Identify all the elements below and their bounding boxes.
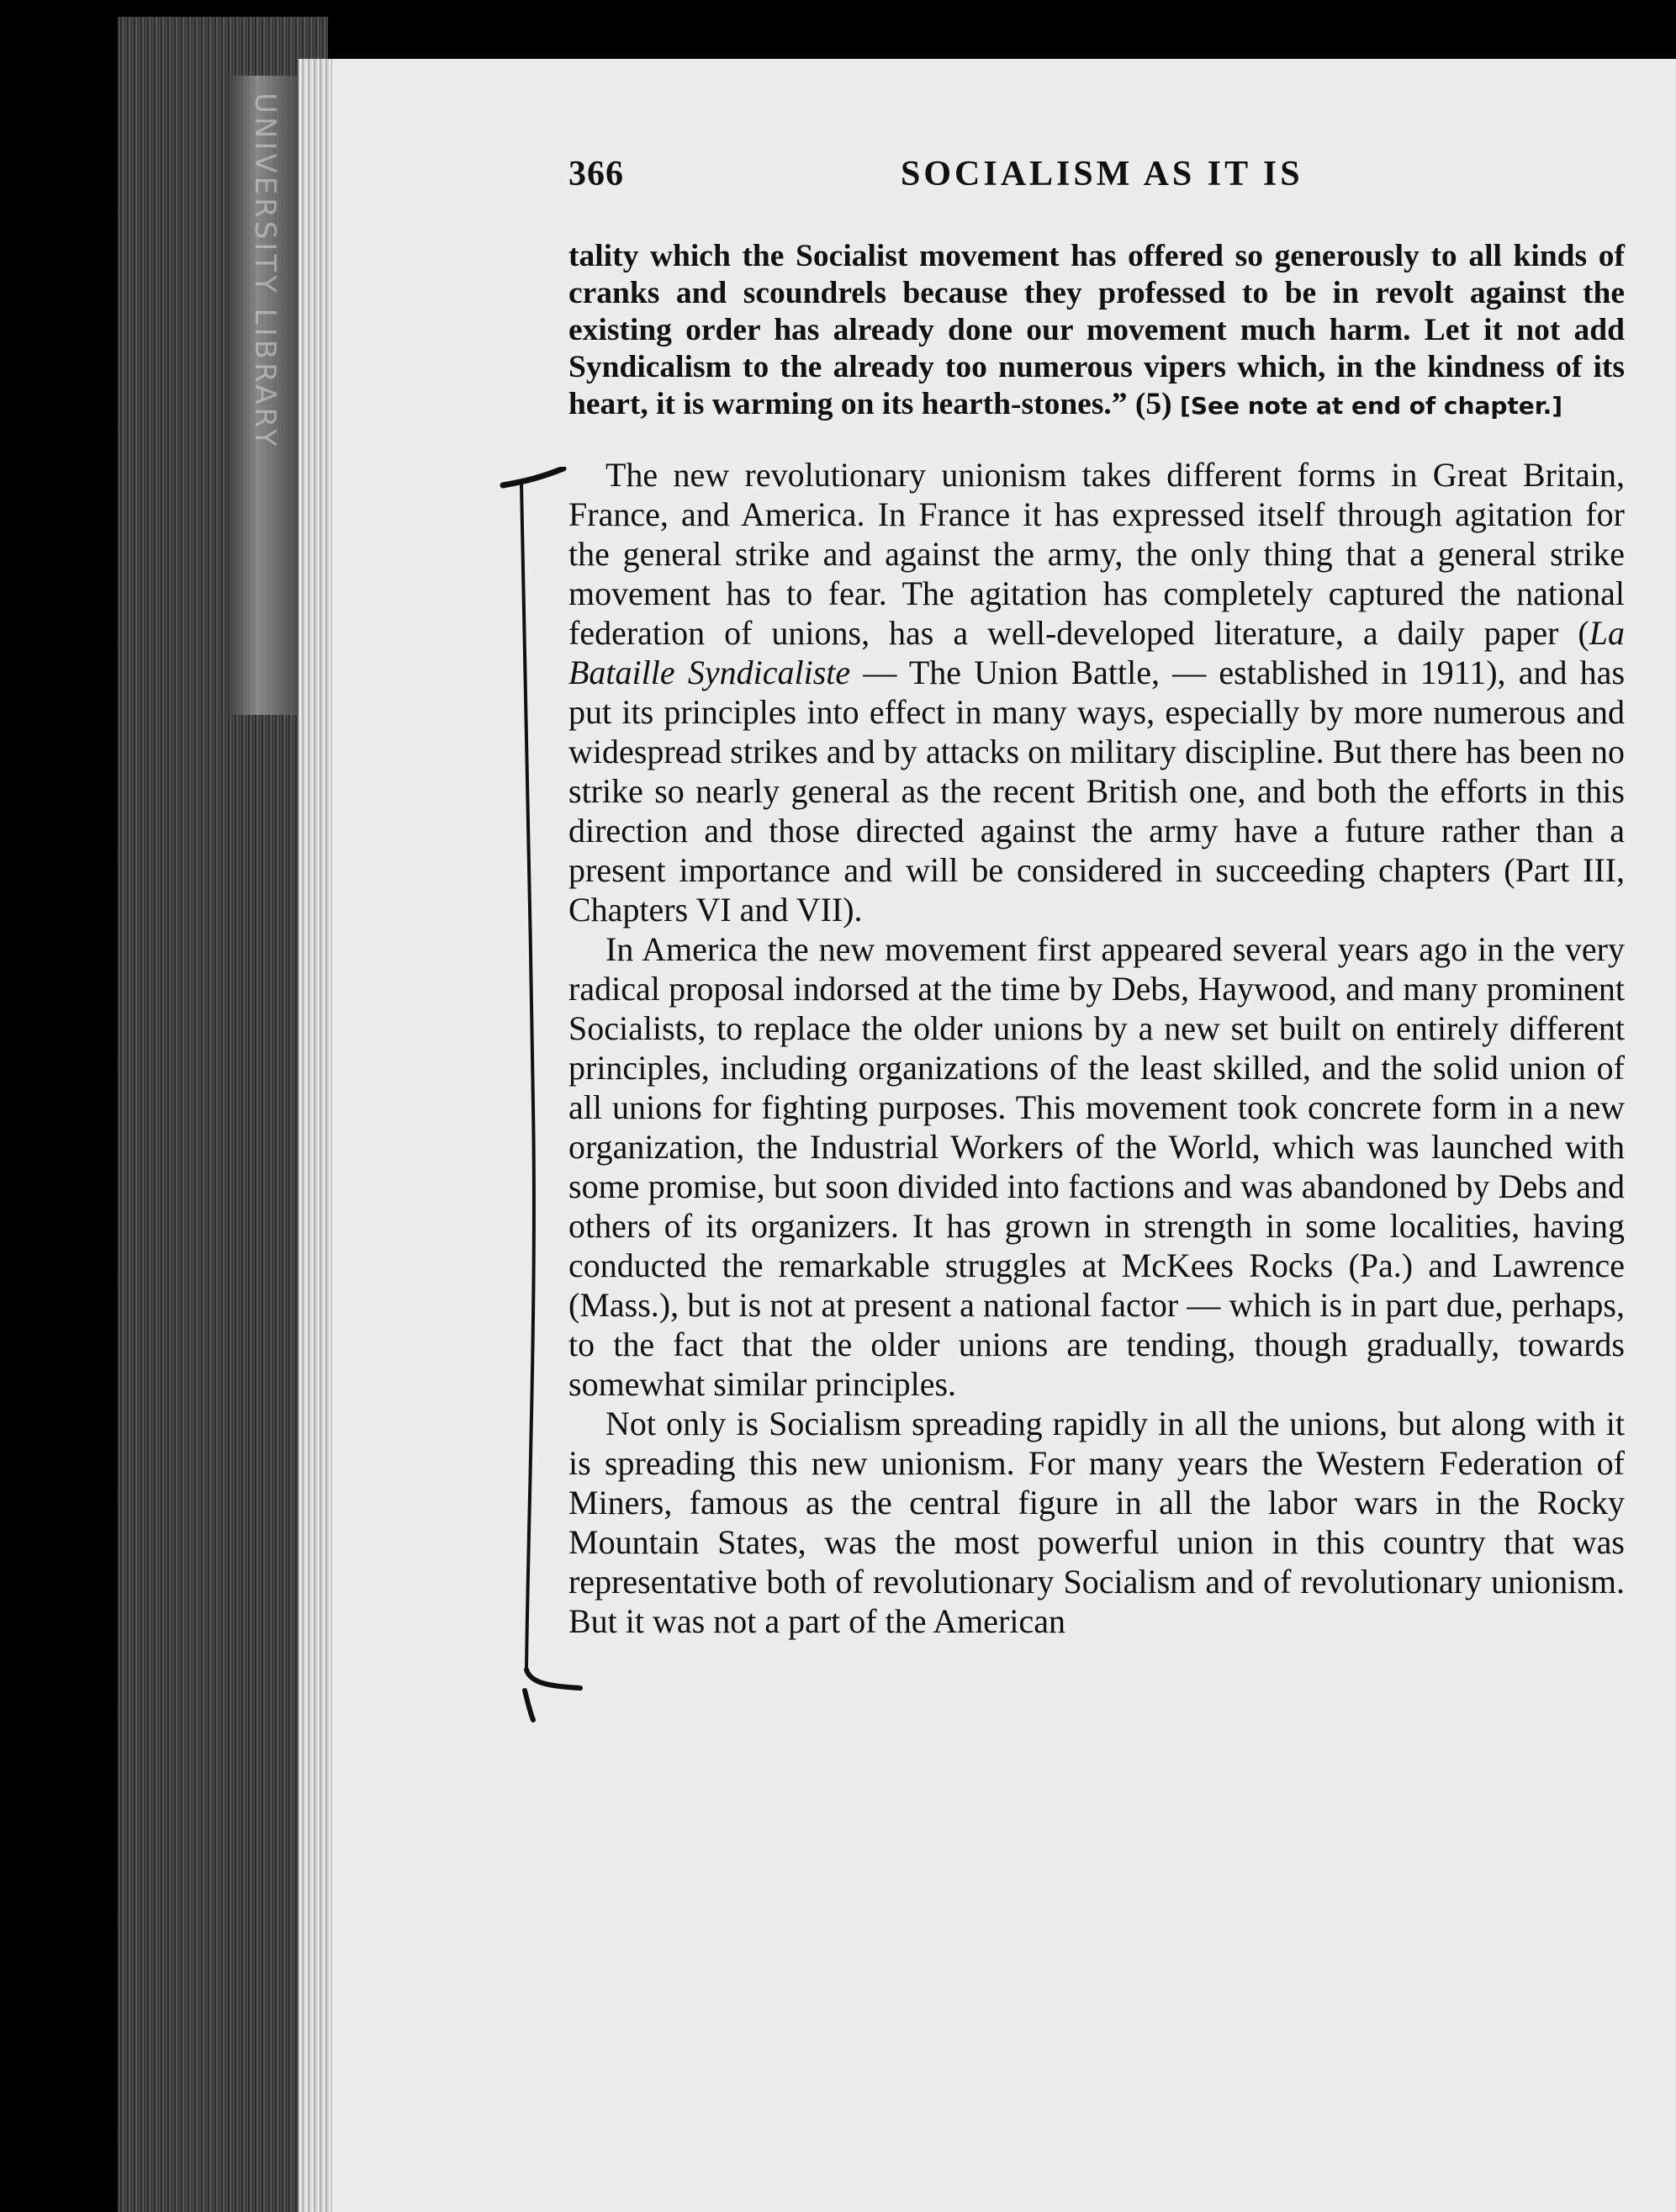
- paragraph-revolutionary-unionism: [568, 455, 1625, 929]
- body-text: [568, 238, 1625, 1641]
- paragraph-america-movement: In America the new movement first appeared several years ago in the very radical proposal indorsed at the time by Debs, Haywood, and many prominent Socialists, to replace the older unions by a new set built on entirely different principles, including organizations of the least skilled, and the solid union of all unions for fighting purposes. This movement took concrete form in a new organization, the Industrial Workers of the World, which was launched with some promise, but soon divided into factions and was abandoned by Debs and others of its organizers. It has grown in strength in some localities, having conducted the remarkable struggles at McKees Rocks (Pa.) and Lawrence (Mass.), but is not at present a national factor — which is in part due, perhaps, to the fact that the older unions are tending, though gradually, towards somewhat similar principles.: [568, 930, 1625, 1403]
- chapter-note-reference: [See note at end of chapter.]: [1180, 392, 1563, 420]
- paragraph-socialism-spreading: Not only is Socialism spreading rapidly in all the unions, but along with it is spreading this new unionism. For many years the Western Federation of Miners, famous as the central figure in all the labor wars in the Rocky Mountain States, was the most powerful union in this country that was representative both of revolutionary Socialism and of revolutionary unionism. But it was not a part of the American: [568, 1405, 1625, 1640]
- newspaper-title: La Bataille Syndicaliste: [568, 614, 1625, 691]
- quoted-paragraph: [568, 238, 1625, 425]
- quoted-paragraph-text: tality which the Socialist movement has offered so generously to all kinds of cranks and scoundrels because they professed to be in revolt against the existing order has already done our movement much harm. Let it not add Syndicalism to the already too numerous vipers which, in the kindness of its heart, it is warming on its hearth-stones.” (5): [568, 239, 1625, 421]
- page-number: 366: [568, 155, 624, 193]
- page-header: [568, 154, 1620, 204]
- spine-label: UNIVERSITY LIBRARY: [248, 93, 282, 450]
- page-edges: [299, 59, 336, 2212]
- paragraph-1-part-2: — The Union Battle, — established in 1911), and has put its principles into effect in many ways, especially by more numerous and widespread strikes and by attacks on military discipline. But there has been no strike so nearly general as the recent British one, and both the efforts in this direction and those directed against the army have a future rather than a present importance and will be considered in succeeding chapters (Part III, Chapters VI and VII).: [568, 654, 1626, 929]
- paragraph-1-part-1: The new revolutionary unionism takes different forms in Great Britain, France, and America. In France it has expressed itself through agitation for the general strike and against the army, the only thing that a general strike movement has to fear. The agitation has completely captured the national federation of unions, has a well-developed literature, a daily paper (: [568, 456, 1625, 652]
- running-head: SOCIALISM AS IT IS: [901, 155, 1303, 193]
